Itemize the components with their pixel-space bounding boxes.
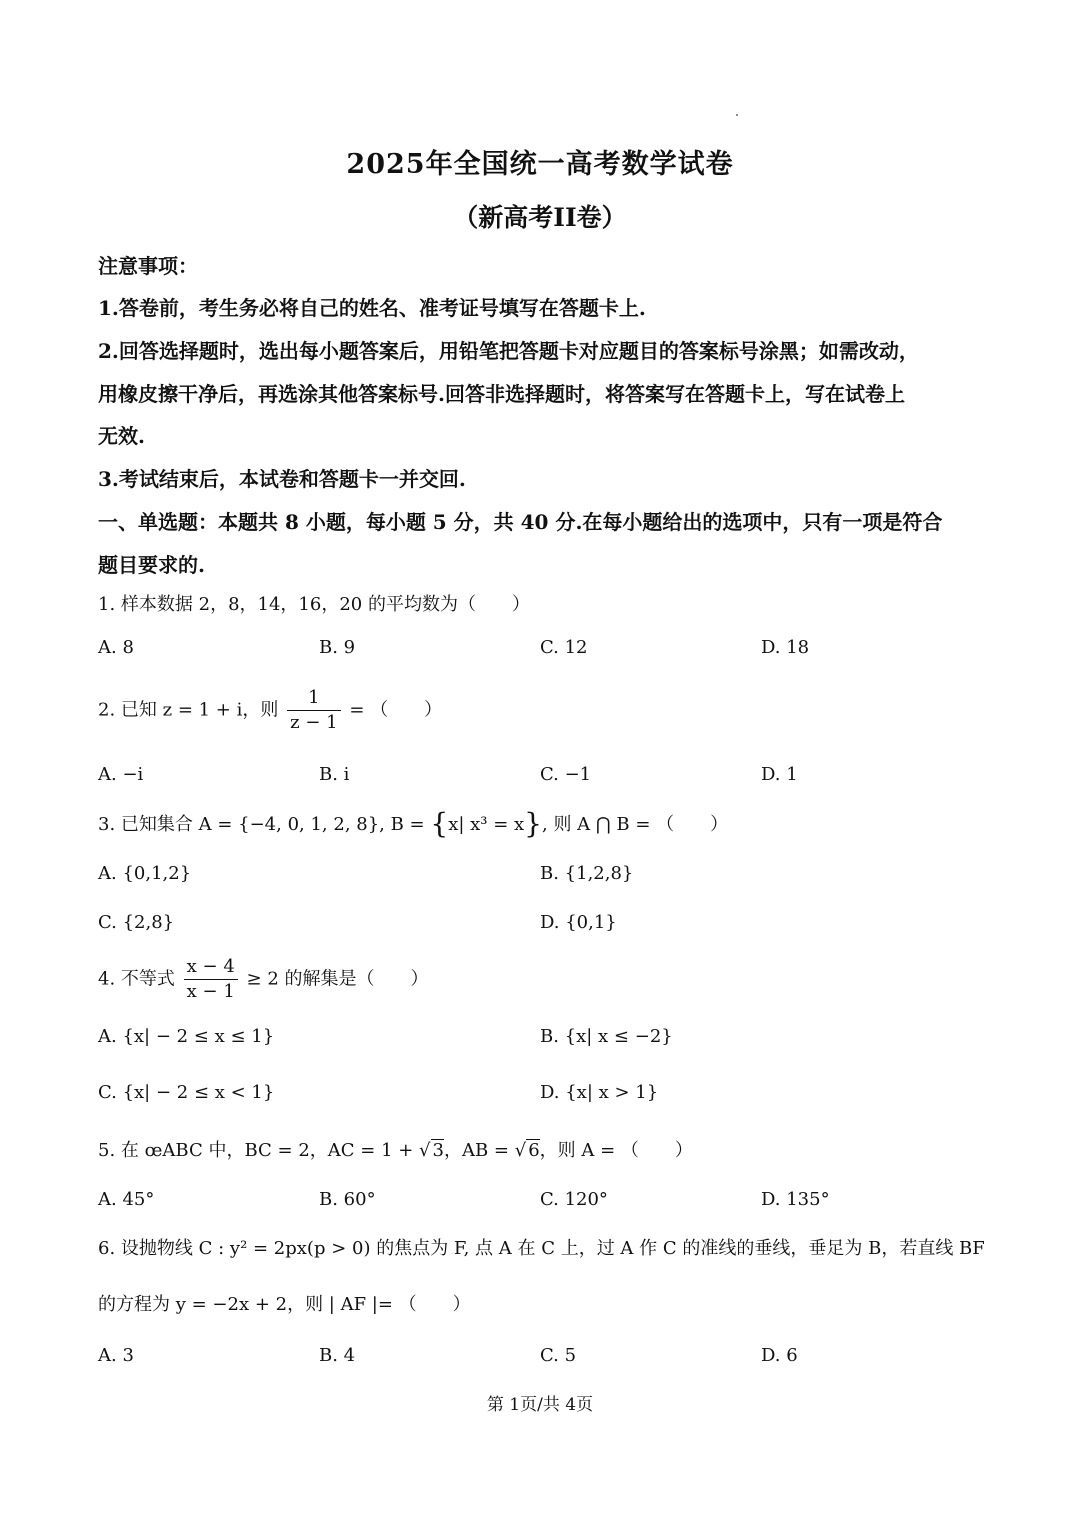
q4-fraction-numerator: x − 4 bbox=[184, 955, 238, 980]
notice-line-2c: 无效. bbox=[98, 424, 145, 448]
q3-option-c: C. {2,8} bbox=[98, 912, 175, 933]
q2-option-c: C. −1 bbox=[540, 764, 592, 785]
q5-radicand-1: 3 bbox=[432, 1140, 444, 1161]
q2-option-b: B. i bbox=[319, 764, 350, 785]
question-1-stem: 1. 样本数据 2，8，14，16，20 的平均数为（ ） bbox=[98, 594, 530, 615]
q2-fraction-numerator: 1 bbox=[287, 686, 340, 711]
q5-option-d: D. 135° bbox=[761, 1189, 830, 1210]
q4-option-a: A. {x| − 2 ≤ x ≤ 1} bbox=[98, 1026, 275, 1047]
q4-fraction bbox=[184, 955, 238, 1004]
q3-option-d: D. {0,1} bbox=[540, 912, 617, 933]
q3-option-a: A. {0,1,2} bbox=[98, 863, 192, 884]
q3-brace-left: { bbox=[430, 807, 449, 840]
exam-title: 2025年全国统一高考数学试卷 bbox=[346, 149, 734, 180]
q4-option-d: D. {x| x > 1} bbox=[540, 1082, 659, 1103]
q3-brace-right: } bbox=[524, 807, 542, 840]
section-heading-b: 题目要求的. bbox=[98, 553, 205, 577]
q2-stem-pre: 2. 已知 z = 1 + i，则 bbox=[98, 699, 279, 721]
question-3-stem bbox=[98, 809, 988, 840]
q2-option-a: A. −i bbox=[98, 764, 144, 785]
question-6-line-1: 6. 设抛物线 C : y² = 2px(p > 0) 的焦点为 F, 点 A 在 C 上，过 A 作 C 的准线的垂线，垂足为 B，若直线 BF bbox=[98, 1238, 985, 1259]
notice-heading: 注意事项： bbox=[98, 254, 198, 278]
q3-stem-post: , 则 A ⋂ B = （ ） bbox=[542, 814, 729, 835]
q2-fraction-denominator: z − 1 bbox=[290, 712, 338, 733]
q6-option-c: C. 5 bbox=[540, 1345, 577, 1366]
q2-option-d: D. 1 bbox=[761, 764, 798, 785]
q1-option-b: B. 9 bbox=[319, 637, 356, 658]
q2-stem-post: = （ ） bbox=[349, 699, 443, 721]
q5-option-b: B. 60° bbox=[319, 1189, 376, 1210]
section-heading-a: 一、单选题：本题共 8 小题，每小题 5 分，共 40 分.在每小题给出的选项中，只有一项是符合 bbox=[98, 510, 943, 534]
scan-speck bbox=[736, 114, 738, 116]
question-2-stem bbox=[98, 686, 988, 735]
question-4-stem bbox=[98, 955, 988, 1004]
q5-option-c: C. 120° bbox=[540, 1189, 608, 1210]
q6-option-a: A. 3 bbox=[98, 1345, 134, 1366]
q3-stem-pre: 3. 已知集合 A = {−4, 0, 1, 2, 8}, B = bbox=[98, 814, 431, 835]
notice-line-1: 1.答卷前，考生务必将自己的姓名、准考证号填写在答题卡上. bbox=[98, 296, 646, 320]
question-6-line-2: 的方程为 y = −2x + 2，则 | AF |= （ ） bbox=[98, 1294, 471, 1315]
q1-option-d: D. 18 bbox=[761, 637, 810, 658]
q6-option-b: B. 4 bbox=[319, 1345, 356, 1366]
q2-fraction bbox=[287, 686, 340, 735]
q5-radicand-2: 6 bbox=[528, 1140, 540, 1161]
q1-option-c: C. 12 bbox=[540, 637, 588, 658]
page-number: 第 1页/共 4页 bbox=[486, 1395, 594, 1415]
question-5-stem bbox=[98, 1136, 988, 1166]
notice-line-2b: 用橡皮擦干净后，再选涂其他答案标号.回答非选择题时，将答案写在答题卡上，写在试卷上 bbox=[98, 382, 905, 406]
q5-stem-post: ，则 A = （ ） bbox=[539, 1140, 693, 1161]
q4-option-c: C. {x| − 2 ≤ x < 1} bbox=[98, 1082, 275, 1103]
q5-stem-mid: ，AB = √ bbox=[443, 1140, 527, 1161]
q4-option-b: B. {x| x ≤ −2} bbox=[540, 1026, 673, 1047]
q6-option-d: D. 6 bbox=[761, 1345, 798, 1366]
q3-option-b: B. {1,2,8} bbox=[540, 863, 634, 884]
q4-stem-post: ≥ 2 的解集是（ ） bbox=[246, 968, 429, 990]
q4-stem-pre: 4. 不等式 bbox=[98, 968, 175, 990]
q5-option-a: A. 45° bbox=[98, 1189, 155, 1210]
notice-line-3: 3.考试结束后，本试卷和答题卡一并交回. bbox=[98, 467, 466, 491]
q1-option-a: A. 8 bbox=[98, 637, 134, 658]
exam-subtitle: （新高考II卷） bbox=[453, 203, 627, 232]
q5-stem-pre: 5. 在 œABC 中，BC = 2，AC = 1 + √ bbox=[98, 1140, 431, 1161]
q4-fraction-denominator: x − 1 bbox=[186, 981, 235, 1002]
notice-line-2a: 2.回答选择题时，选出每小题答案后，用铅笔把答题卡对应题目的答案标号涂黑；如需改动， bbox=[98, 339, 919, 363]
q3-set-builder: x| x³ = x bbox=[448, 814, 525, 835]
